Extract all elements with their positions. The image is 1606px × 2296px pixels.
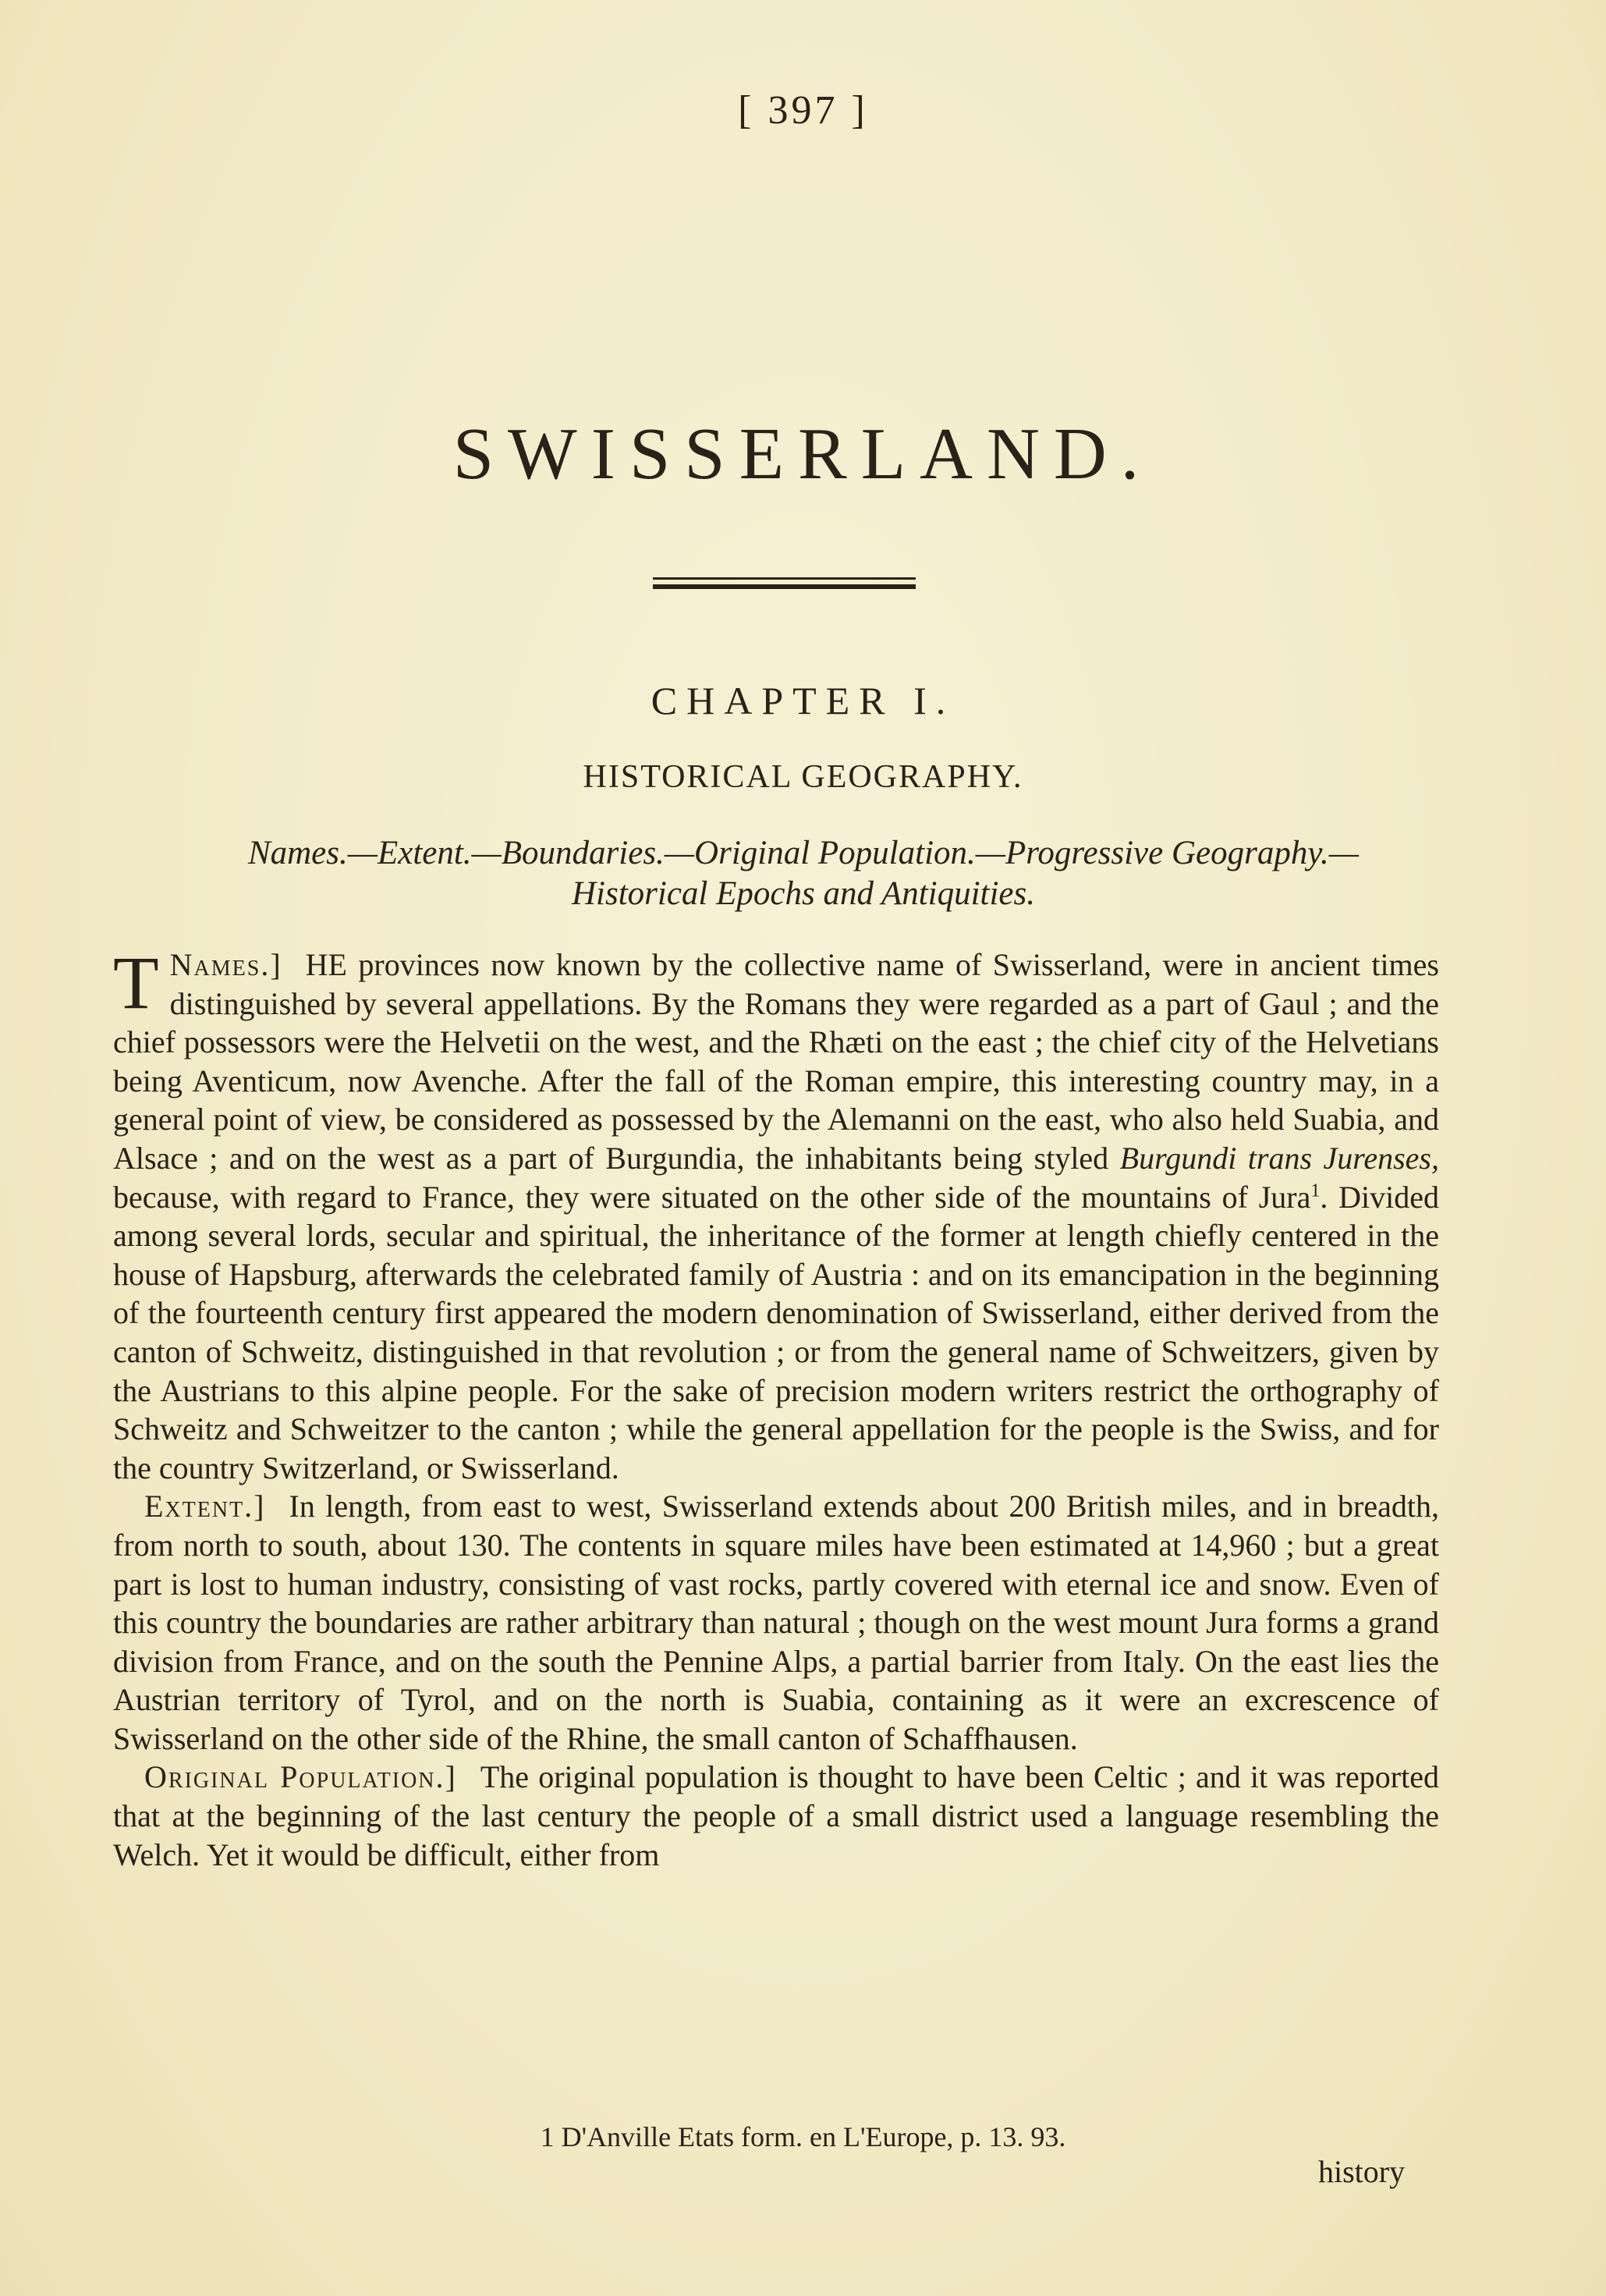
paragraph-extent: [113, 1487, 1439, 1758]
body-text: [113, 941, 1439, 1874]
country-title: SWISSERLAND.: [452, 413, 1154, 495]
names-text-1: HE provinces now known by the collective name of Swisserland, were in ancient times distinguished by several appellations. By the Romans they were regarded as a part of Gaul ; and the chief possessors were the Helvetii on the west, and the Rhæti on the east ; the chief city of the Helvetians being Aventicum, now Avenche. After the fall of the Roman empire, this interesting country may, in a general point of view, be considered as possessed by the Alemanni on the east, who also held Suabia, and Alsace ; and on the west as a part of Burgundia, the inhabitants being styled: [113, 947, 1439, 1176]
names-text-3: . Divided among several lords, secular and spiritual, the inheritance of the former at length chiefly centered in the house of Hapsburg, afterwards the celebrated family of Austria : and on its emancipation in the beginning of the fourteenth century first appeared the modern denomination of Swisserland, either derived from the canton of Schweitz, distinguished in that revolution ; or from the general name of Schweitzers, given by the Austrians to this alpine people. For the sake of precision modern writers restrict the orthography of Schweitz and Schweitzer to the canton ; while the general appellation for the people is the Swiss, and for the country Switzerland, or Swisserland.: [113, 1179, 1439, 1485]
paragraph-names: [113, 941, 1439, 1487]
footnote: 1 D'Anville Etats form. en L'Europe, p. 13. 93.: [540, 2121, 1066, 2152]
paragraph-population: [113, 1758, 1439, 1874]
synopsis-line-2: Historical Epochs and Antiquities.: [571, 875, 1036, 912]
drop-cap: T: [113, 941, 159, 1024]
page-number: [ 397 ]: [738, 88, 868, 133]
extent-text: In length, from east to west, Swisserland extends about 200 British miles, and in breadth, from north to south, about 130. The contents in square miles have been estimated at 14,960 ; but a great part is lost to human industry, consisting of vast rocks, partly covered with eternal ice and snow. Even of this country the boundaries are rather arbitrary than natural ; though on the west mount Jura forms a grand division from France, and on the south the Pennine Alps, a partial barrier from Italy. On the east lies the Austrian territory of Tyrol, and on the north is Suabia, containing as it were an excrescence of Swisserland on the other side of the Rhine, the small canton of Schaffhausen.: [113, 1489, 1439, 1756]
names-text-2: because, with regard to France, they were situated on the other side of the mountains of Jura: [113, 1179, 1311, 1215]
footnote-reference: 1: [1310, 1180, 1321, 1201]
catchword: history: [1318, 2154, 1406, 2189]
title-rule-thick: [653, 584, 916, 589]
section-heading-extent: Extent.]: [144, 1489, 266, 1524]
names-italic-phrase: Burgundi trans Jurenses,: [1119, 1140, 1439, 1176]
population-text: The original population is thought to have been Celtic ; and it was reported that at the beginning of the last century the people of a small district used a language resembling the Welch. Yet it would be difficult, either from: [113, 1759, 1439, 1872]
section-heading-names: Names.]: [169, 947, 282, 982]
chapter-title: CHAPTER I.: [651, 679, 955, 722]
section-heading-population: Original Population.]: [144, 1759, 457, 1795]
synopsis-line-1: Names.—Extent.—Boundaries.—Original Population.—Progressive Geography.—: [247, 835, 1360, 871]
chapter-synopsis: [140, 833, 1466, 914]
title-rule-thin: [653, 577, 916, 580]
chapter-subtitle: HISTORICAL GEOGRAPHY.: [583, 759, 1023, 795]
